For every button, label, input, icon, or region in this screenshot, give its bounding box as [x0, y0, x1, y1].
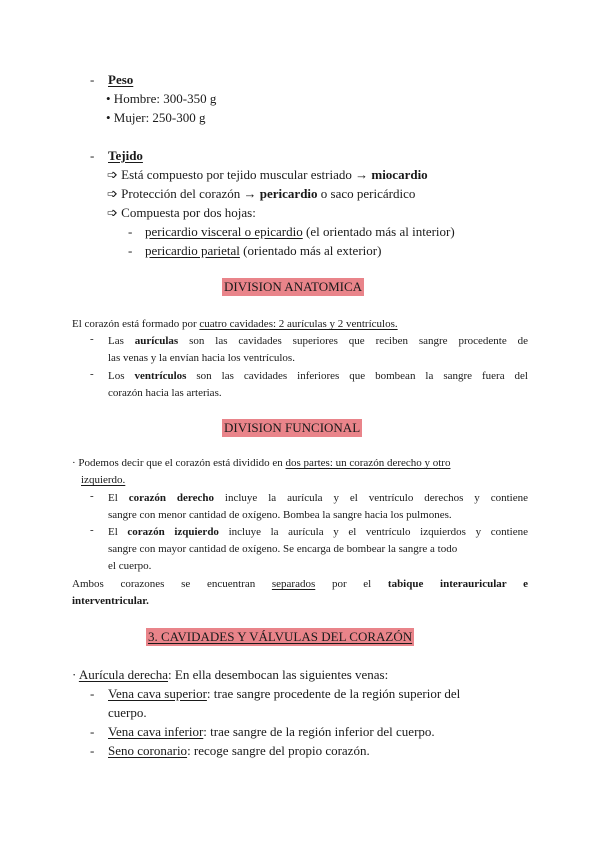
- bullet-dash: -: [128, 224, 133, 239]
- link-separados[interactable]: separados: [271, 578, 316, 590]
- cavidades-vena-2: Vena cava inferior: trae sangre de la región inferior del cuerpo.: [108, 724, 435, 739]
- anatomica-intro: El corazón está formado por cuatro cavidades: 2 aurículas y 2 ventrículos.: [72, 318, 398, 330]
- bullet-dash: -: [90, 686, 95, 701]
- tejido-sub-2: pericardio parietal (orientado más al exterior): [145, 243, 382, 258]
- cavidades-vena-1-line-2: cuerpo.: [108, 705, 147, 720]
- anatomica-item-2-line-2: corazón hacia las arterias.: [108, 387, 222, 399]
- bullet-dash: -: [90, 724, 95, 739]
- bullet-dash: -: [90, 524, 94, 536]
- peso-hombre: • Hombre: 300-350 g: [106, 91, 217, 106]
- funcional-item-1-line-1: El corazón derecho incluye la aurícula y el ventrículo derechos y contiene: [108, 492, 528, 504]
- funcional-ambos-line-2: interventricular.: [72, 595, 149, 607]
- heading-cavidades: 3. CAVIDADES Y VÁLVULAS DEL CORAZÓN: [148, 629, 413, 644]
- bullet-dash: -: [128, 243, 133, 258]
- arrow-icon: ➩: [107, 167, 118, 182]
- tejido-line-2: ➩ Protección del corazón → pericardio o saco pericárdico: [107, 186, 416, 201]
- link-vena-cava-inferior[interactable]: Vena cava inferior: [108, 724, 204, 739]
- funcional-ambos-line-1: Ambos corazones se encuentran separados por el tabique interauricular e: [72, 578, 528, 590]
- funcional-item-2-line-1: El corazón izquierdo incluye la aurícula y el ventrículo izquierdos y contiene: [108, 526, 528, 538]
- funcional-intro: · Podemos decir que el corazón está dividido en dos partes: un corazón derecho y otro: [72, 457, 451, 469]
- anatomica-item-2-line-1: Los ventrículos son las cavidades inferiores que bombean la sangre fuera del: [108, 370, 528, 382]
- cavidades-vena-3: Seno coronario: recoge sangre del propio corazón.: [108, 743, 370, 758]
- link-pericardio-visceral[interactable]: pericardio visceral o epicardio: [145, 224, 303, 239]
- bullet-dash: -: [90, 743, 95, 758]
- tejido-line-1: ➩ Está compuesto por tejido muscular estriado → miocardio: [107, 167, 428, 182]
- bullet-dash: -: [90, 490, 94, 502]
- arrow-icon: ➩: [107, 205, 118, 220]
- tejido-title: Tejido: [108, 148, 143, 163]
- peso-title: Peso: [108, 72, 134, 87]
- bullet-dash: -: [90, 72, 95, 87]
- anatomica-item-1-line-1: Las aurículas son las cavidades superiores que reciben sangre procedente de: [108, 335, 528, 347]
- link-auricula-derecha[interactable]: Aurícula derecha: [78, 667, 169, 682]
- peso-mujer: • Mujer: 250-300 g: [106, 110, 206, 125]
- tejido-line-3: ➩ Compuesta por dos hojas:: [107, 205, 256, 220]
- funcional-item-2-line-3: el cuerpo.: [108, 560, 152, 572]
- link-dos-partes-cont[interactable]: izquierdo.: [81, 474, 126, 486]
- tejido-sub-1: pericardio visceral o epicardio (el orientado más al interior): [145, 224, 455, 239]
- bullet-dash: -: [90, 333, 94, 345]
- bullet-dash: -: [90, 368, 94, 380]
- link-seno-coronario[interactable]: Seno coronario: [108, 743, 188, 758]
- link-cuatro-cavidades[interactable]: cuatro cavidades: 2 aurículas y 2 ventrículos.: [199, 318, 398, 330]
- link-vena-cava-superior[interactable]: Vena cava superior: [108, 686, 207, 701]
- funcional-item-2-line-2: sangre con mayor cantidad de oxígeno. Se encarga de bombear la sangre a todo: [108, 543, 458, 555]
- arrow-icon: ➩: [107, 186, 118, 201]
- link-dos-partes[interactable]: dos partes: un corazón derecho y otro: [285, 457, 451, 469]
- anatomica-item-1-line-2: las venas y la envían hacia los ventrículos.: [108, 352, 295, 364]
- link-pericardio-parietal[interactable]: pericardio parietal: [145, 243, 240, 258]
- funcional-item-1-line-2: sangre con menor cantidad de oxígeno. Bombea la sangre hacia los pulmones.: [108, 509, 452, 521]
- cavidades-intro: · Aurícula derecha: En ella desembocan las siguientes venas:: [72, 667, 389, 682]
- bullet-dash: -: [90, 148, 95, 163]
- heading-division-funcional: DIVISION FUNCIONAL: [224, 420, 361, 435]
- cavidades-vena-1: Vena cava superior: trae sangre procedente de la región superior del: [108, 686, 461, 701]
- heading-division-anatomica: DIVISION ANATOMICA: [224, 279, 363, 294]
